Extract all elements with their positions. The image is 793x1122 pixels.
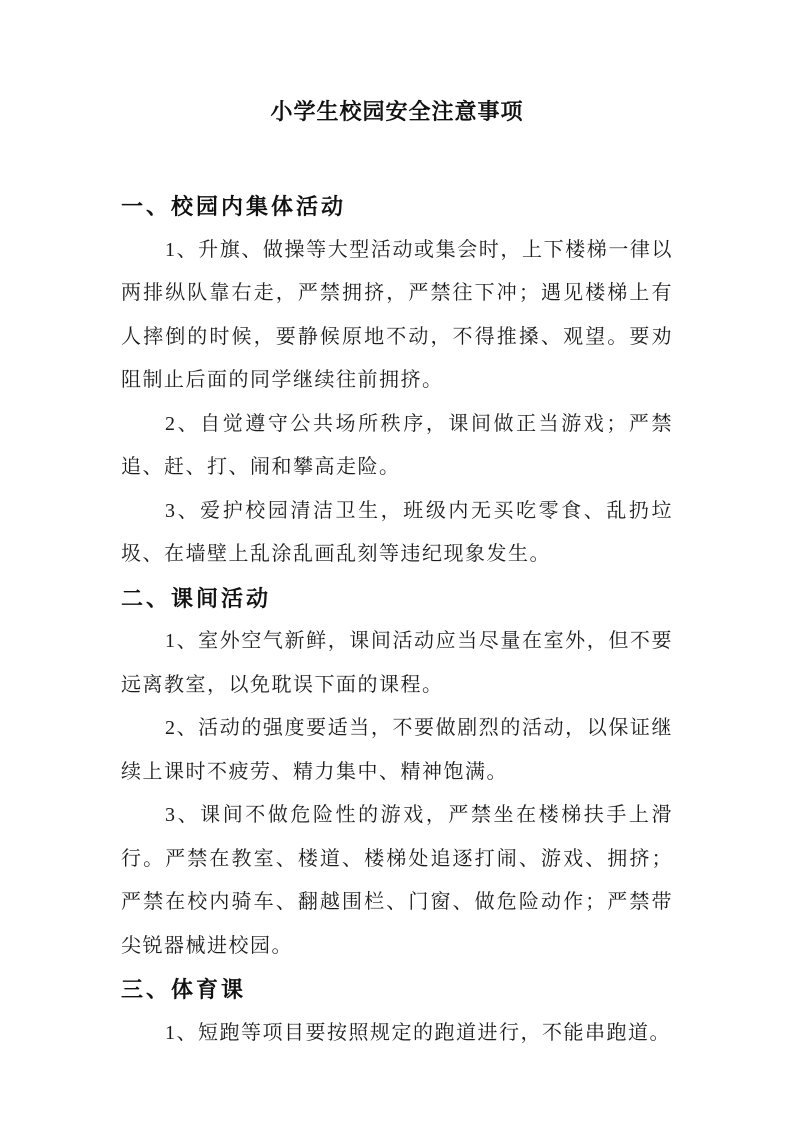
document-body bbox=[121, 185, 673, 1055]
paragraph: 2、自觉遵守公共场所秩序，课间做正当游戏；严禁追、赶、打、闹和攀高走险。 bbox=[121, 412, 673, 478]
section-heading-recess-activities: 二、课间活动 bbox=[121, 585, 272, 611]
section-heading-pe-class: 三、体育课 bbox=[121, 977, 247, 1002]
paragraph: 1、室外空气新鲜，课间活动应当尽量在室外，但不要远离教室，以免耽误下面的课程。 bbox=[121, 630, 673, 696]
paragraph: 1、短跑等项目要按照规定的跑道进行，不能串跑道。 bbox=[165, 1021, 671, 1044]
paragraph: 1、升旗、做操等大型活动或集会时，上下楼梯一律以两排纵队靠右走，严禁拥挤，严禁往下冲；遇见楼梯上有人摔倒的时候，要静候原地不动，不得推搡、观望。要劝阻制止后面的同学继续往前拥挤。 bbox=[121, 238, 673, 391]
paragraph: 3、爱护校园清洁卫生，班级内无买吃零食、乱扔垃圾、在墙壁上乱涂乱画乱刻等违纪现象发生。 bbox=[121, 499, 673, 565]
document-title: 小学生校园安全注意事项 bbox=[270, 99, 524, 124]
paragraph: 3、课间不做危险性的游戏，严禁坐在楼梯扶手上滑行。严禁在教室、楼道、楼梯处追逐打闹、游戏、拥挤；严禁在校内骑车、翻越围栏、门窗、做危险动作；严禁带尖锐器械进校园。 bbox=[121, 804, 673, 957]
section-heading-campus-group-activities: 一、校园内集体活动 bbox=[121, 194, 347, 219]
paragraph: 2、活动的强度要适当，不要做剧烈的活动，以保证继续上课时不疲劳、精力集中、精神饱满。 bbox=[121, 717, 673, 783]
